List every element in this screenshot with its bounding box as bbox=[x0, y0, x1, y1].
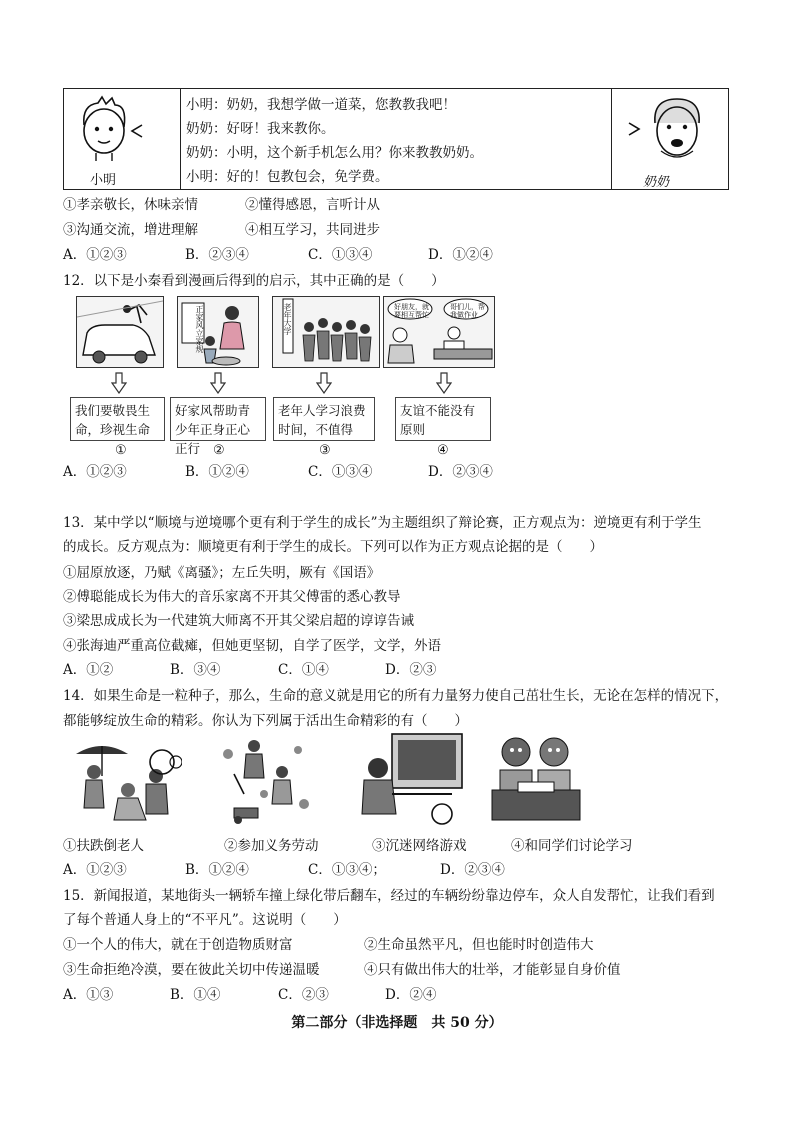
q15-option: ①一个人的伟大，就在于创造物质财富 bbox=[63, 937, 293, 953]
arrow-down-icon bbox=[436, 372, 452, 394]
q15-stem: 15．新闻报道，某地街头一辆轿车撞上绿化带后翻车，经过的车辆纷纷靠边停车，众人自发帮忙，让我们看到 bbox=[63, 888, 715, 904]
q13-option: ③梁思成成长为一代建筑大师离不开其父梁启超的谆谆告诫 bbox=[63, 613, 414, 629]
comic-bubble-text: 好朋友，就要相互帮忙 bbox=[394, 303, 429, 319]
comic-caption: 好家风帮助青少年正身正心正行 bbox=[170, 397, 266, 441]
comic-bubble-text: 哥们儿，帮我做作业 bbox=[450, 303, 485, 319]
arrow-down-icon bbox=[316, 372, 332, 394]
dialogue-line: 奶奶：好呀！我来教你。 bbox=[186, 121, 335, 137]
q13-stem: 13．某中学以“顺境与逆境哪个更有利于学生的成长”为主题组织了辩论赛，正方观点为：逆境更有利于学生 bbox=[63, 515, 702, 531]
comic-number: ④ bbox=[437, 443, 449, 458]
q14-pic-label: ②参加义务劳动 bbox=[224, 838, 319, 854]
arrow-down-icon bbox=[210, 372, 226, 394]
q14-stem: 都能够绽放生命的精彩。你认为下列属于活出生命精彩的有（ ） bbox=[63, 713, 468, 729]
comic-caption: 我们要敬畏生命，珍视生命 bbox=[70, 397, 165, 441]
q14-choice-b[interactable]: B．①②④ bbox=[185, 862, 249, 878]
q15-option: ③生命拒绝冷漠，要在彼此关切中传递温暖 bbox=[63, 962, 320, 978]
pic-volunteer-labor bbox=[214, 734, 314, 826]
pic-help-elderly bbox=[66, 736, 182, 828]
q14-choice-a[interactable]: A．①②③ bbox=[63, 862, 127, 878]
q12-choice-b[interactable]: B．①②④ bbox=[185, 464, 249, 480]
arrow-down-icon bbox=[111, 372, 127, 394]
q13-choice-b[interactable]: B．③④ bbox=[170, 662, 221, 678]
comic-caption: 老年人学习浪费时间，不值得 bbox=[273, 397, 375, 441]
q15-choice-b[interactable]: B．①④ bbox=[170, 987, 221, 1003]
q15-option: ②生命虽然平凡，但也能时时创造伟大 bbox=[364, 937, 594, 953]
pic-internet-game bbox=[352, 730, 468, 828]
comic-car-accident bbox=[76, 296, 164, 368]
q13-option: ①屈原放逐，乃赋《离骚》；左丘失明，厥有《国语》 bbox=[63, 565, 381, 581]
comic-sign-text: 正家风立家规 bbox=[195, 305, 204, 353]
q14-pic-label: ③沉迷网络游戏 bbox=[372, 838, 467, 854]
q11-choice-d[interactable]: D．①②④ bbox=[428, 247, 493, 263]
q11-choice-c[interactable]: C．①③④ bbox=[308, 247, 373, 263]
dialogue-cell bbox=[180, 89, 612, 189]
q11-choice-b[interactable]: B．②③④ bbox=[185, 247, 249, 263]
comic-elder-college bbox=[272, 296, 380, 368]
q15-choice-a[interactable]: A．①③ bbox=[63, 987, 114, 1003]
section-title: 第二部分（非选择题 共 50 分） bbox=[291, 1015, 503, 1031]
comic-family-rules bbox=[177, 296, 259, 368]
q11-option: ②懂得感恩，言听计从 bbox=[245, 197, 380, 213]
dialogue-line: 小明：奶奶，我想学做一道菜，您教教我吧！ bbox=[186, 97, 456, 113]
q13-choice-d[interactable]: D．②③ bbox=[385, 662, 437, 678]
q14-choice-d[interactable]: D．②③④ bbox=[440, 862, 505, 878]
q11-option: ①孝亲敬长，休味亲情 bbox=[63, 197, 198, 213]
grandma-cell bbox=[611, 89, 727, 189]
comic-number: ① bbox=[115, 443, 127, 458]
q15-choice-c[interactable]: C．②③ bbox=[278, 987, 329, 1003]
comic-caption: 友谊不能没有原则 bbox=[395, 397, 491, 441]
grandma-label: 奶奶 bbox=[643, 175, 670, 190]
q11-choice-a[interactable]: A．①②③ bbox=[63, 247, 127, 263]
q12-choice-d[interactable]: D．②③④ bbox=[428, 464, 493, 480]
comic-sign-text: 老年大学 bbox=[283, 303, 292, 335]
xiaoming-cell bbox=[64, 89, 181, 189]
q11-option: ③沟通交流，增进理解 bbox=[63, 222, 198, 238]
q14-pic-label: ①扶跌倒老人 bbox=[63, 838, 144, 854]
q14-pic-label: ④和同学们讨论学习 bbox=[511, 838, 633, 854]
dialogue-line: 奶奶：小明，这个新手机怎么用？你来教教奶奶。 bbox=[186, 145, 483, 161]
q12-choice-c[interactable]: C．①③④ bbox=[308, 464, 373, 480]
grandma-face-icon bbox=[615, 93, 723, 165]
q12-stem: 12．以下是小秦看到漫画后得到的启示，其中正确的是（ ） bbox=[63, 273, 445, 289]
q13-stem: 的成长。反方观点为：顺境更有利于学生的成长。下列可以作为正方观点论据的是（ ） bbox=[63, 539, 603, 555]
q15-choice-d[interactable]: D．②④ bbox=[385, 987, 437, 1003]
q15-option: ④只有做出伟大的壮举，才能彰显自身价值 bbox=[364, 962, 621, 978]
q13-choice-a[interactable]: A．①② bbox=[63, 662, 114, 678]
comic-number: ③ bbox=[319, 443, 331, 458]
q13-option: ④张海迪严重高位截瘫，但她更坚韧，自学了医学，文学，外语 bbox=[63, 638, 441, 654]
comic-number: ② bbox=[213, 443, 225, 458]
q12-choice-a[interactable]: A．①②③ bbox=[63, 464, 127, 480]
q14-stem: 14．如果生命是一粒种子，那么，生命的意义就是用它的所有力量努力使自己茁壮生长，无论在怎样的情况下， bbox=[63, 688, 729, 704]
comic-friendship-principle bbox=[383, 296, 495, 368]
q13-option: ②傅聪能成长为伟大的音乐家离不开其父傅雷的悉心教导 bbox=[63, 589, 401, 605]
q15-stem: 了每个普通人身上的“不平凡”。这说明（ ） bbox=[63, 912, 347, 928]
dialogue-line: 小明：好的！包教包会，免学费。 bbox=[186, 169, 389, 185]
q11-option: ④相互学习，共同进步 bbox=[245, 222, 380, 238]
q14-choice-c[interactable]: C．①③④； bbox=[308, 862, 386, 878]
xiaoming-label: 小明 bbox=[90, 173, 117, 188]
dialogue-table bbox=[63, 88, 729, 190]
q13-choice-c[interactable]: C．①④ bbox=[278, 662, 329, 678]
pic-group-study bbox=[488, 726, 584, 826]
boy-face-icon bbox=[72, 95, 172, 163]
